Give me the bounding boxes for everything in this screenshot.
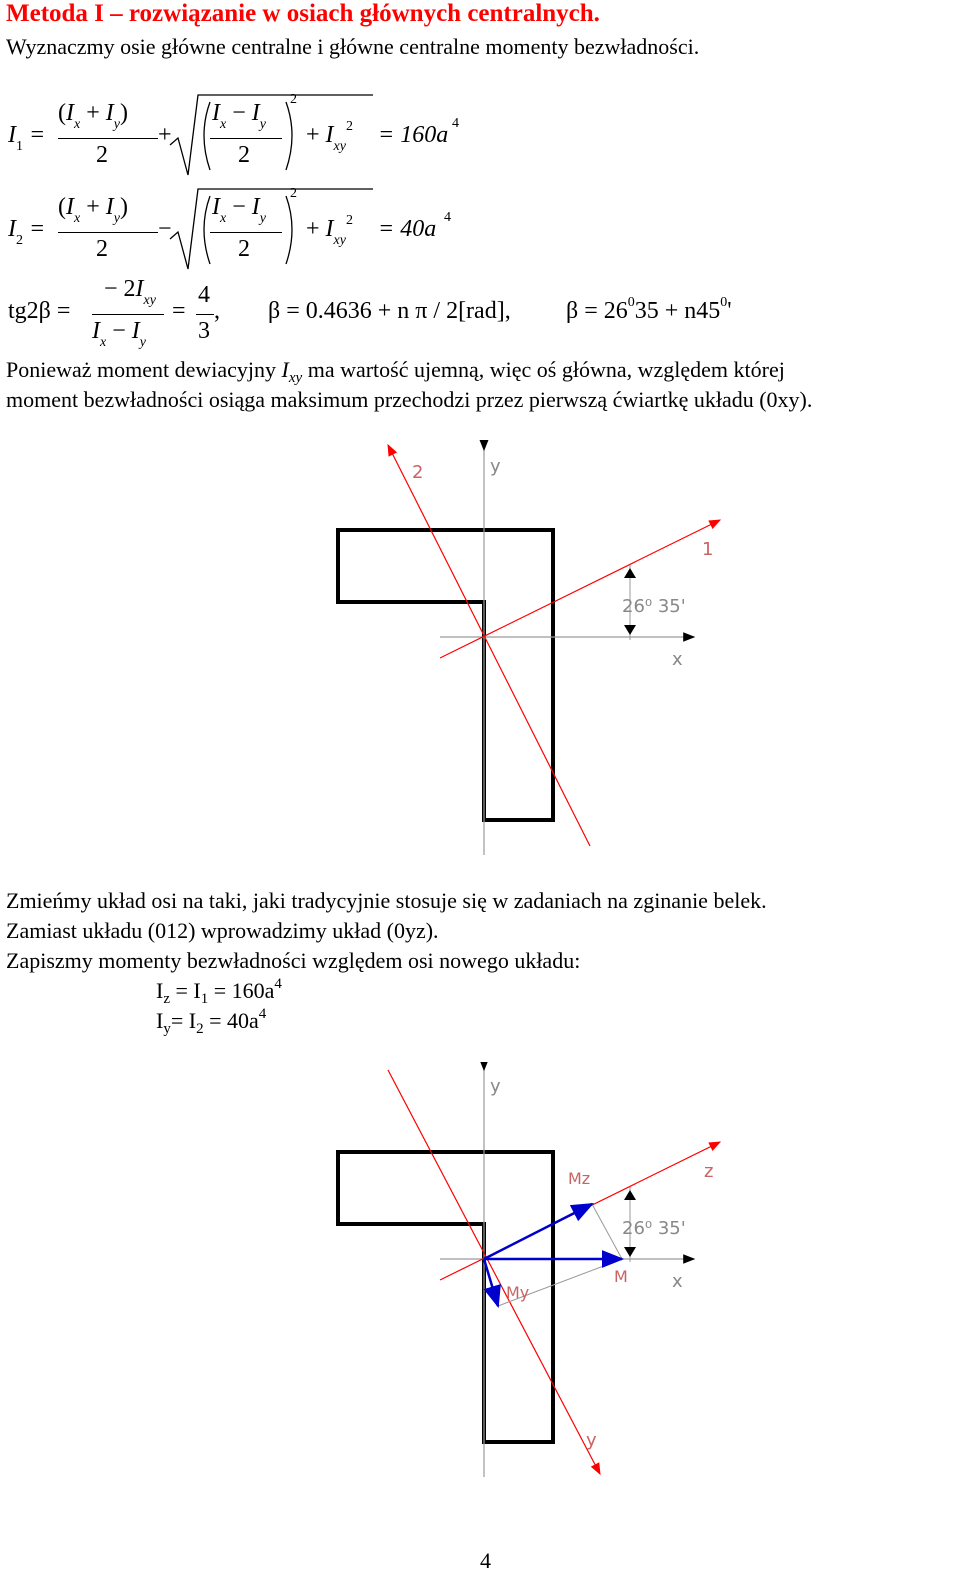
y-axis-label: y [490, 1076, 501, 1097]
z-axis-label: z [704, 1161, 714, 1182]
i2-sum-numerator: $(I_x + I_y)$ [58, 194, 128, 226]
angle-arrow-top [624, 568, 636, 578]
exponent: 4 [452, 116, 459, 131]
exponent: 4 [444, 210, 451, 225]
rotated-y-axis [388, 1070, 600, 1474]
beta-degrees: $\beta = 26^035 + n45^0'$ [566, 295, 732, 324]
fraction-bar [92, 314, 164, 315]
ixy-term: + $I_{xy}^2$ [306, 213, 353, 248]
axes-change-sentence: Zmieńmy układ osi na taki, jaki tradycyjnie stosuje się w zadaniach na zginanie belek. [6, 888, 767, 913]
fraction-bar [210, 138, 282, 139]
i2-diff-denominator: 2 [238, 236, 250, 262]
angle-arrow-top [624, 1190, 636, 1200]
i1-sum-numerator: $(I_x + I_y)$ [58, 100, 128, 132]
angle-arrow-bottom [624, 1247, 636, 1257]
tg-numerator: − $2I_{xy}$ [104, 276, 156, 308]
section-title: Metoda I – rozwiązanie w osiach głównych centralnych. [6, 0, 600, 27]
fraction-bar [196, 314, 214, 315]
new-system-sentence: Zamiast układu (012) wprowadzimy układ (0yz). [6, 918, 439, 943]
deviation-moment-sentence: Ponieważ moment dewiacyjny $I_{xy}$ ma wartość ujemną, więc oś główna, względem której [6, 357, 785, 386]
mz-label: Mz [568, 1169, 591, 1188]
i1-diff-denominator: 2 [238, 142, 250, 168]
i1-denominator: 2 [96, 142, 108, 168]
minus-sign: − [158, 216, 172, 242]
angle-label: 26⁰ 35' [622, 596, 686, 617]
moments-sentence: Zapiszmy momenty bezwładności względem osi nowego układu: [6, 948, 581, 973]
angle-arrow-bottom [624, 625, 636, 635]
x-axis-label: x [672, 649, 683, 670]
square-exponent: 2 [290, 186, 297, 201]
iy-equation: $I_y= I_2 = 40a^4$ [156, 1006, 267, 1037]
i2-diff-numerator: $I_x - I_y$ [212, 194, 266, 226]
axis-1-label: 1 [702, 539, 714, 560]
plus-sign: + [158, 122, 172, 148]
i2-symbol: $I_2$ = [8, 216, 46, 248]
principal-axis-2 [388, 445, 590, 846]
figure-principal-axes [0, 440, 960, 860]
i1-diff-numerator: $I_x - I_y$ [212, 100, 266, 132]
i1-result: = 160a [378, 122, 449, 148]
tg-value-denominator: 3 [198, 318, 210, 344]
axis-2-label: 2 [412, 462, 424, 483]
fraction-bar [58, 138, 158, 139]
tg-denominator: $I_x - I_y$ [92, 318, 146, 350]
ixy-term: + $I_{xy}^2$ [306, 119, 353, 154]
i1-symbol: $I_1$ = [8, 122, 46, 154]
square-exponent: 2 [290, 92, 297, 107]
comma: , [214, 298, 220, 324]
projection-line-z [592, 1204, 622, 1259]
i2-result: = 40a [378, 216, 437, 242]
tg-label: tg2β = [8, 298, 71, 324]
my-label: My [506, 1283, 530, 1302]
angle-label: 26⁰ 35' [622, 1218, 686, 1239]
equals-sign: = [172, 298, 186, 324]
figure-bending-axes [0, 1062, 960, 1492]
tg-value-numerator: 4 [198, 282, 210, 308]
moment-vector-mz [484, 1204, 592, 1259]
y-axis-label: y [490, 456, 501, 477]
fraction-bar [210, 232, 282, 233]
iz-equation: $I_z = I_1 = 160a^4$ [156, 976, 282, 1007]
fraction-bar [58, 232, 158, 233]
i2-denominator: 2 [96, 236, 108, 262]
page-number: 4 [480, 1548, 491, 1573]
intro-sentence: Wyznaczmy osie główne centralne i główne centralne momenty bezwładności. [6, 34, 700, 59]
l-section-outline [338, 530, 553, 820]
beta-radians: β = 0.4636 + n π / 2[rad], [268, 298, 511, 324]
m-label: M [614, 1267, 628, 1286]
quadrant-sentence: moment bezwładności osiąga maksimum przechodzi przez pierwszą ćwiartkę układu (0xy). [6, 387, 813, 412]
x-axis-label: x [672, 1271, 683, 1292]
rotated-y-label: y [586, 1430, 597, 1451]
